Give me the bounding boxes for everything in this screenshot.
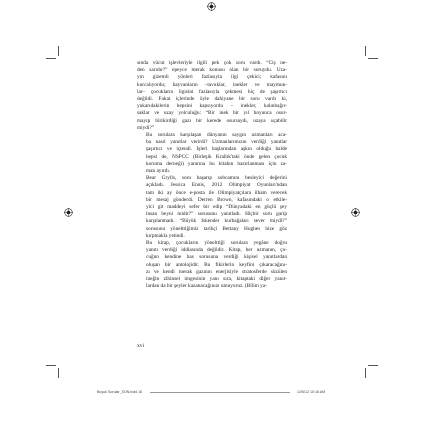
text-line: insan beyni midir?” sorusunu yanıtladı. Hiçbir soru garip [146,211,287,218]
text-line: bir mesaj gönderdi. Derren Brown, kafasındaki o etkile- [146,196,287,203]
slug-timestamp: 12/6/12 10:16 AM [297,390,326,394]
text-line: mayıp birikirdiği gazı bir kerede osursaydı, uzaya uçabilir [137,117,287,124]
text-line: lardan da bir şeyler kazanacağınızı umuyoruz. (Bilim ya- [146,283,267,290]
paragraph [137,240,287,290]
text-line: saklar ve uzay yolculuğu: “Bir inek bir yıl boyunca osur- [137,110,287,117]
text-line: kırpmakla yetindi. [146,232,185,239]
text-line: değildi. Fakat içlerinde öyle dahiyane bir soru vardı ki, [137,96,287,103]
registration-mark-icon [351,208,360,217]
text-line: Bear Grylls, soru başarıp sobcamını besleyici değerini [146,175,287,182]
text-line: kurcalıyordu; hayvanların –tavuklar, inekler ve maymun- [137,81,287,88]
text-line: şaşırtıcı ve içtendi. İşleri başlarından aşkın olduğu halde [146,146,287,153]
text-line: zı ve kendi merak gazının enerjisiyle stratosferde süzülen [146,268,287,275]
text-line: koruma derneği) yararına bu kitabın hazırlanması için za- [146,160,287,167]
registration-mark-icon [207,2,216,11]
registration-mark-icon [64,208,73,217]
text-line: lar– çocukların ilgisini fazlasıyla çekmesi hiç de şaşırtıcı [137,88,287,95]
text-line: karşılanmadı. “Büyük İskender kurbağaları sever miydi?” [146,218,287,225]
text-line: yukarıdakilerin hepsini kapsıyordu – inekler, kalınbağır- [137,103,287,110]
text-line: sında vücut işlevleriyle ilgili pek çok soru vardı. “Ciş ne- [137,60,287,66]
page-body-text [137,60,287,291]
text-line: tam iki ay önce e-posta ile Olimpiyatçılara ilham verecek [146,189,287,196]
text-line: hepsi de, NSPCC (Birleşik Krallık'taki önde gelen çocuk [146,153,287,160]
text-line: cuğun kendine has sorusuna verdiği kişisel yanıtlardan [146,254,287,261]
page-number: xvi [137,343,145,349]
text-line: yanıtı verdiği iddiasında değildir. Kitap, her uzmanın, ço- [146,247,287,254]
text-line: Bu kitap, çocukların yönelttiği sorulara yegâne doğru [146,240,287,247]
paragraph [137,132,287,175]
text-line: ba nasıl yanıtlar verirdi? Uzmanlarımızın verdiği yanıtlar [146,139,287,146]
text-line: ineğin zihinsel imgesinin yanı sıra, kitaptaki diğer yanıt- [146,276,287,283]
text-line: sorusunu yönelttiğimiz tarihçi Bettany Hughes bize göz [146,225,287,232]
text-line: man ayırdı. [146,168,171,175]
text-line: oluşan bir antolojidir. Bu fikirlerin keyfini çıkaracağını- [146,261,287,268]
text-line: açıkladı. Jessica Ennis, 2012 Olimpiyat Oyunları'ndan [146,182,287,189]
text-line: yici git maddeyi sefer bir edip “Dünyadaki en güçlü şey [146,204,287,211]
paragraph [137,60,287,132]
paragraph [137,175,287,240]
text-line: yın gizemli yönleri fazlasıyla ilgi çekici; kafasını [137,74,287,81]
slug-file-name: Buyuk Sorular_SON.indd 16 [97,390,143,394]
text-line: miydi?” [137,124,155,131]
text-line: Bu sorulara karşılaşan dünyanın saygın uzmanları aca- [146,132,287,139]
text-line: den sarıdır?” epeyce merak konusu olan bir soruydu. Uza- [137,67,287,74]
